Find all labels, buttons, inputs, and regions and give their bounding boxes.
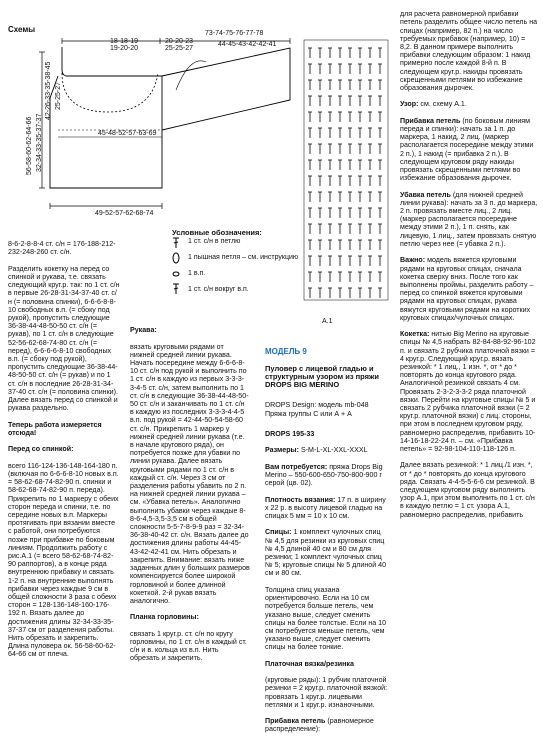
legend-item-1: 1 ст. с/н в петлю: [188, 238, 241, 245]
sizes-head: Размеры:: [265, 446, 299, 455]
pattern-head: Узор:: [400, 100, 419, 109]
col2-p1: вязать круговыми рядами от нижней средней линии рукава. Начать посередине между 6-6-6-8-10 ст. с/н под рукой и выполнить по 1 ст. с/н в каждую из первых 3-3-3-3-4-5 ст. с/н, затем выполнить по 1 ст. с/н в следующие 36-38-44-48-50-50 ст. с/н и заканчивать по 1 ст. с/н в каждую из последних 3-3-3-4-4-5 в.п. под рукой = 42-44-50-54-58-60 ст. с/н. Прикрепить 1 маркер у нижней средней линии рукава (т.е. в начале кругового ряда), он потребуется позже для убавки по линии рукава. Далее вязать круговыми рядами по 1 ст. с/н в каждый ст. с/н. Через 3 см от разделения работы убавить по 2 п. на нижней средней линии рукава – см. «Убавка петель». Аналогично выполнить убавки через каждые 8-8-6-4,5-3,5-3,5 см в общей сложности 5-5-7-8-9-9 раз = 32-34-36-38-40-42 ст. с/н. Вязать далее до достижения длины работы 44-45-43-42-42-41 см. Нить обрезать и закрепить. Внимание: вязать ниже заданных длин у больших размеров компенсируется более широкой горловиной и более длинной кокеткой. 2-й рукав вязать аналогично.: [130, 342, 250, 605]
important: модель вяжется круговыми рядами на круговых спицах, сначала кокетка сверху вниз. После того как выполнены проймы, разделить работу – перед со спинкой вяжется круговыми рядами на круговых спицах, рукава вяжутся круговыми рядами на коротких круговых спицах/чулочных спицах.: [400, 256, 534, 322]
schema-label-side3: 56-58-60-62-64-66: [26, 116, 33, 175]
sizes: S-M-L-XL-XXL-XXXL: [300, 446, 368, 455]
legend-item-2: 1 пышная петля – см. инструкцию: [188, 254, 299, 261]
yarn: пряжа Drops Big Merino – 550-600-650-750-800-900 г серой (цв. 02).: [265, 462, 383, 488]
col1-bold1: Теперь работа измеряется отсюда!: [8, 420, 102, 437]
yoke-head: Кокетка:: [400, 330, 430, 339]
schema-label-top5: 73-74-75-76-77-78: [205, 30, 264, 37]
col2-head: Рукава:: [130, 326, 157, 335]
schema-label-top4: 25-25-27: [165, 45, 194, 52]
legend-title: Условные обозначения:: [172, 228, 262, 237]
model-number: МОДЕЛЬ 9: [265, 347, 307, 357]
needles-head: Спицы:: [265, 528, 292, 537]
yoke: нитью Big Merino на круговые спицы № 4,5 набрать 82-84-88-92-96-102 п. и связать 2 рубчика платочной вязки = 4 круг.р. Следующий круг.р. вязать резинкой: * 1 лиц., 1 изн. *, от * до * повторять до конца кругового ряда. Аналогичной резинкой связать 4 см. Провязать 2-3-2-3-3-2 ряда платочной вязки. Перейти на круговые спицы № 5 и связать 2 рубчика платочной вязки (= 2 круг.р. платочной вязки) с лиц. стороны, при этом в последнем круговом ряду, равномерно распределив, прибавить 10-14-16-18-22-24 п. – см. «Прибавка петель» = 92-98-104-110-118-126 п.: [400, 330, 536, 453]
text-column-2: [130, 318, 250, 671]
schema-label-side2: 25-25-27: [55, 81, 62, 110]
col1-p1: 8-6-2-8-8-4 ст. с/н = 176-188-212-232-248-260 ст. с/н.: [8, 240, 116, 257]
dec: (для нижней средней линии рукава): начать за 3 п. до маркера, 2 п. провязать вместе лиц., 2 лиц. (маркер располагается посередине между этими 2 п.), 1 п. снять, как лицевую, 1 лиц., затем провязать снятую петлю через нее (= убавка 2 п.).: [400, 190, 538, 248]
rib-head: Платочная вязка/резинка: [265, 659, 354, 668]
col4-inc: (по боковым линиям переда и спинки): начать за 1 п. до маркера, 1 накид, 2 лиц. (маркер располагается посередине между этими 2 п.), 1 накид (= прибавка 2 п.). В следующем круговом ряду накиды провязать скрещенными петлями во избежание образования дырочек.: [400, 116, 534, 183]
schema-label-inner: 45-48-52-57-63-69: [98, 130, 157, 137]
important-head: Важно:: [400, 256, 426, 265]
needles: 1 комплект чулочных спиц № 4,5 для резинки из круговых спиц № 4,5 длиной 40 см и 80 см для резинки; 1 комплект чулочных спиц № 5; круговые спицы № 5 длиной 40 см и 80 см.: [265, 528, 387, 578]
text-column-4: [400, 2, 538, 527]
col4-inc-head: Прибавка петель: [400, 116, 461, 125]
model-code: DROPS 195-33: [265, 430, 315, 439]
text-column-3: [265, 340, 390, 742]
col1-p2: Разделить кокетку на перед со спинкой и рукава, т.е. связать следующий круг.р. так: по 1 ст. с/н в первые 26-28-31-34-37-40 ст. с/н (= половина спинки), 6-6-6-8-8-10 свободных в.п. (= сбоку под рукой), пропустить следующие 36-38-44-48-50-50 ст. с/н (= рукав), по 1 ст. с/н в следующие 52-56-62-68-74-80 ст. с/н (= перед), 6-6-6-6-8-10 свободных в.п. (= сбоку под рукой), пропустить следующие 36-38-44-48-50-50 ст. с/н (= рукав) и по 1 ст. с/н в последние 26-28-31-34-37-40 ст. с/н (= половина спинки). Далее вязать перед со спинкой и рукава раздельно.: [8, 264, 120, 413]
chart-label: А.1: [322, 318, 333, 325]
model-design: DROPS Design: модель mb-048 Пряжа группы С или А + А: [265, 401, 369, 418]
schema-label-top1: 18-18-19: [110, 38, 139, 45]
col2-head2: Планка горловины:: [130, 613, 199, 622]
density-head: Плотность вязания:: [265, 495, 336, 504]
legend-symbols: [170, 236, 182, 296]
schema-title: Схемы: [8, 25, 36, 34]
model-title: Пуловер с лицевой гладью и структурным узором из пряжи DROPS BIG MERINO: [265, 363, 379, 390]
density: 17 п. в ширину х 22 р. в высоту лицевой гладью на спицах 5 мм = 10 х 10 см.: [265, 495, 386, 521]
legend-item-4: 1 ст. с/н вокруг в.п.: [188, 286, 249, 293]
schema-label-bottom: 49-52-57-62-68-74: [95, 210, 154, 217]
pattern: см. схему А.1.: [420, 100, 467, 109]
schema-label-side4: 32-34-33-35-37-37: [36, 113, 43, 172]
col1-bold2: Перед со спинкой:: [8, 445, 74, 454]
inc: (равномерное распределение):: [265, 717, 374, 734]
col1-p3: всего 116-124-136-148-164-180 п. (включая по 6-6-6-8-10 новых в.п. = 58-62-68-74-82-90 п. спинки и 58-62-68-74-82-90 п. переда). Прикрепить по 1 маркеру с обеих сторон переда и спинки, т.е. по середине новых в.п. Маркеры протягивать при вязании вместе с работой, они потребуются позже при прибавке по боковым линиям. Продолжить работу с рис.А.1 (= всего 58-62-68-74-82-90 раппортов), а в конце ряда внутреннюю прибавку и связать 1-2 п. на внутренние выполнять прибавки через каждые 9 см в общей сложности 3 раза с обеих сторон = 128-136-148-160-176-192 п. Вязать далее до достижения длины 32-34-33-35-37-37 см от разделения работы. Нить обрезать и закрепить. Длина пуловера ок. 56-58-60-62-64-66 см от плеча.: [8, 461, 119, 659]
col4-end: Далее вязать резинкой: * 1 лиц./1 изн. *, от * до * повторять до конца кругового ряда. Связать 4-4-5-5-6-6 см резинкой. В следующем круговом ряду выполнить узор А.1, при этом выполнить по 1 ст. с/н в каждую петлю = 1 ст. узора А.1, равномерно распределив, прибавить: [400, 461, 535, 519]
rib: (круговые ряды): 1 рубчик платочной резинки = 2 круг.р. платочной вязкой: провязать 1 круг.р. лицевыми петлями и 1 круг.р. изнаночными.: [265, 676, 388, 709]
stitch-chart-a1: [300, 0, 392, 318]
yarn-head: Вам потребуется:: [265, 462, 328, 471]
schema-label-top2: 19-20-20: [110, 45, 139, 52]
dec-head: Убавка петель: [400, 190, 451, 199]
col2-p2: связать 1 круг.р. ст. с/н по кругу горловины, по 1 ст. с/н в каждый ст. с/н и в. кольца из в.п. Нить обрезать и закрепить.: [130, 629, 247, 663]
schema-label-top3: 20-20-23: [165, 38, 194, 45]
needles-note: Толщина спиц указана ориентировочно. Если на 10 см потребуется больше петель, чем указано выше, следует сменить спицы на более толстые. Если на 10 см потребуется меньше петель, чем указано выше, следует сменить спицы на более тонкие.: [265, 585, 387, 652]
inc-head: Прибавка петель: [265, 717, 326, 726]
schema-label-side1: 42-26-33-35-38-45: [45, 61, 52, 120]
text-column-1: [8, 232, 120, 667]
col4-p1: для расчета равномерной прибавки петель разделить общее число петель на спицах (например, 82 п.) на число требуемых прибавок (например, 10) = 8,2. В данном примере выполнить прибавки следующим образом: 1 накид примерно после каждой 8-й п. В следующем круг.р. накиды провязать скрещенными петлями во избежание образования дырочек.: [400, 10, 538, 93]
schema-label-sleeve: 44-45-43-42-42-41: [218, 41, 277, 48]
legend-item-3: 1 в.п.: [188, 270, 206, 277]
